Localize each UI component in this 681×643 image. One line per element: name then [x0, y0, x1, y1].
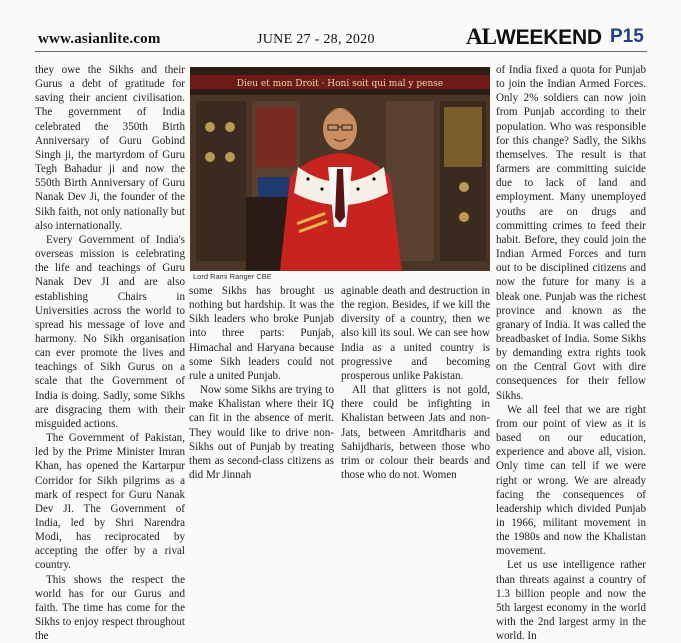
photo-illustration — [190, 67, 490, 271]
article-column-4 — [496, 63, 646, 643]
publication-logo — [466, 24, 602, 50]
paragraph: aginable death and destruction in the region. Besides, if we kill the diversity of a country, then we also kill its soul. We can see how India as a united country is progressive and becoming prosperous unlike Pakistan. — [341, 285, 490, 382]
logo-weekend: WEEKEND — [495, 26, 602, 49]
paragraph: This shows the respect the world has for our Gurus and faith. The time has come for the Sikhs to enjoy respect throughout the — [35, 573, 185, 643]
page-number: P15 — [610, 26, 644, 47]
photo-caption-text: Lord Rami Ranger CBE — [193, 272, 272, 281]
page-header — [0, 0, 681, 52]
wall-inscription: Dieu et mon Droit · Honi soit qui mal y pense — [236, 79, 444, 89]
issue-date: JUNE 27 - 28, 2020 — [257, 32, 375, 47]
paragraph: of India fixed a quota for Punjab to join the Indian Armed Forces. Only 2% soldiers can now join from Punjab according to their population. Who was responsible for this change? Sadly, the Sikhs themselves. The result is that farmers are committing suicide due to lack of land and employment. Many unemployed youths are on drugs and committing crimes to feed their habit. Before, they could join the Indian Armed Forces and turn out to be disciplined citizens and now the future for many is a bleak one. Punjab was the richest province and known as the granary of India. It was called the breadbasket of India. Some Sikhs by demanding extra rights took on the Central Govt with dire consequences for their fellow Sikhs. — [496, 64, 646, 402]
article-column-3 — [341, 284, 490, 482]
article-column-2 — [189, 284, 334, 482]
article-photo — [190, 67, 490, 271]
site-url[interactable]: www.asianlite.com — [38, 31, 161, 47]
photo-caption — [190, 271, 490, 283]
paragraph: Every Government of India's overseas mission is celebrating the life and teachings of Guru Nanak Dev JI and are also establishing Chairs in Universities across the world to spread his message of love and harmony. No Sikh organisation can ever promote the lives and teachings of Sikh Gurus on a scale that the Government of India is doing. Sadly, some Sikhs are disgracing them with their misguided actions. — [35, 233, 185, 430]
paragraph: they owe the Sikhs and their Gurus a debt of gratitude for saving their ancient civilisation. The government of India celebrated the 350th Birth Anniversary of Guru Gobind Singh ji, the martyrdom of Guru Tegh Bahadur ji and now the 550th Birth Anniversary of Guru Nanak Dev Ji, the founder of the Sikh faith, not only nationally but also internationally. — [35, 64, 185, 232]
header-rule — [35, 51, 647, 52]
paragraph: The Government of Pakistan, led by the Prime Minister Imran Khan, has opened the Kartarpur Corridor for Sikh pilgrims as a mark of respect for Guru Nanak Dev JI. The Government of India, led by Shri Narendra Modi, has reciprocated by accepting the offer by a rival country. — [35, 432, 185, 572]
paragraph: We all feel that we are right from our point of view as it is based on our education, experience and above all, vision. Only time can tell if we were right or wrong. We are already facing the consequences of leadership which divided Punjab in 1966, militant movement in the 1980s and now the Khalistan movement. — [496, 403, 646, 558]
paragraph: Let us use intelligence rather than threats against a country of 1.3 billion people and now the 5th largest economy in the world with the 2nd largest army in the world. In — [496, 559, 646, 643]
logo-al: AL — [466, 24, 496, 49]
paragraph: some Sikhs has brought us nothing but hardship. It was the Sikh leaders who broke Punjab into three parts: Punjab, Himachal and Haryana because some Sikh leaders could not rule a united Punjab. — [189, 285, 334, 382]
article-column-1 — [35, 63, 185, 643]
paragraph: All that glitters is not gold, there could be infighting in Khalistan between Jats and non-Jats, between Amritdharis and Sahijdharis, between those who trim or colour their beards and those who do not. Women — [341, 384, 490, 482]
paragraph: Now some Sikhs are trying to make Khalistan where their IQ can fit in the absence of merit. They would like to drive non-Sikhs out of Punjab by treating them as second-class citizens as did Mr Jinnah — [189, 384, 334, 482]
